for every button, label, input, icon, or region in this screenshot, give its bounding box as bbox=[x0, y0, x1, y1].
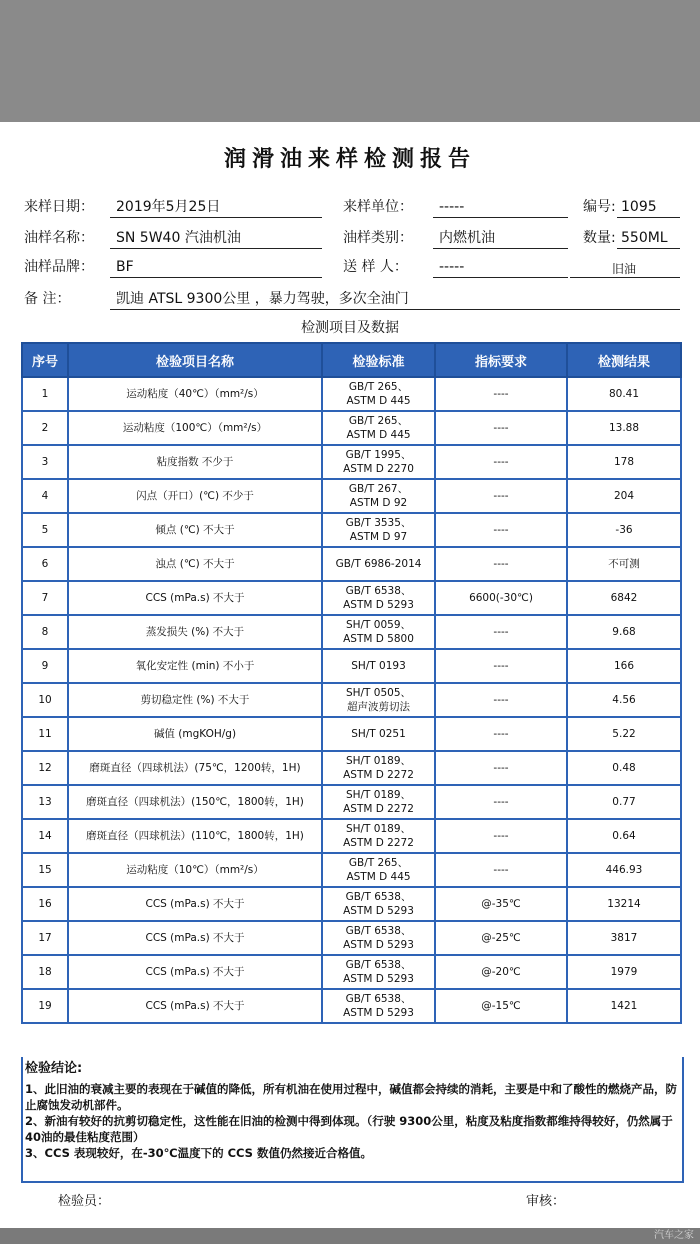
row-number: 10 bbox=[22, 683, 68, 717]
row-standard bbox=[322, 615, 435, 649]
row-standard bbox=[322, 921, 435, 955]
standard-line-1: SH/T 0189、 bbox=[345, 755, 412, 767]
top-backdrop bbox=[0, 0, 700, 122]
row-item-name: 剪切稳定性 (%) 不大于 bbox=[68, 683, 322, 717]
oil-state-underline bbox=[570, 277, 680, 278]
standard-line-1: GB/T 6986-2014 bbox=[335, 558, 422, 570]
standard-line-2: ASTM D 2272 bbox=[343, 769, 414, 781]
row-number: 9 bbox=[22, 649, 68, 683]
row-result: 0.64 bbox=[567, 819, 681, 853]
row-item-name: 运动粘度（10℃）（mm²/s） bbox=[68, 853, 322, 887]
table-row bbox=[22, 547, 681, 581]
row-result: 0.48 bbox=[567, 751, 681, 785]
row-requirement: @-20℃ bbox=[435, 955, 567, 989]
standard-line-2: ASTM D 2272 bbox=[343, 803, 414, 815]
row-result: 0.77 bbox=[567, 785, 681, 819]
row-standard bbox=[322, 547, 435, 581]
row-requirement: ---- bbox=[435, 513, 567, 547]
row-number: 7 bbox=[22, 581, 68, 615]
row-result: 9.68 bbox=[567, 615, 681, 649]
row-result: 13.88 bbox=[567, 411, 681, 445]
row-requirement: 6600(-30℃) bbox=[435, 581, 567, 615]
row-requirement: ---- bbox=[435, 649, 567, 683]
table-row bbox=[22, 615, 681, 649]
row-standard bbox=[322, 445, 435, 479]
row-number: 19 bbox=[22, 989, 68, 1023]
row-requirement: ---- bbox=[435, 751, 567, 785]
row-item-name: 碱值 (mgKOH/g) bbox=[68, 717, 322, 751]
test-results-table bbox=[21, 342, 682, 1024]
number-value: 1095 bbox=[621, 199, 657, 215]
row-result: 不可测 bbox=[567, 547, 681, 581]
header-item-name: 检验项目名称 bbox=[68, 343, 322, 377]
table-row bbox=[22, 751, 681, 785]
row-number: 16 bbox=[22, 887, 68, 921]
row-requirement: ---- bbox=[435, 445, 567, 479]
row-standard bbox=[322, 377, 435, 411]
table-row bbox=[22, 683, 681, 717]
sender-value: ----- bbox=[439, 259, 465, 275]
table-row bbox=[22, 581, 681, 615]
row-item-name: 磨斑直径（四球机法）(150℃，1800转，1H) bbox=[68, 785, 322, 819]
name-value: SN 5W40 汽油机油 bbox=[116, 230, 241, 246]
row-requirement: ---- bbox=[435, 547, 567, 581]
row-number: 15 bbox=[22, 853, 68, 887]
row-number: 11 bbox=[22, 717, 68, 751]
date-label: 来样日期： bbox=[24, 199, 94, 215]
standard-line-1: SH/T 0505、 bbox=[345, 687, 412, 699]
row-requirement: ---- bbox=[435, 853, 567, 887]
conclusion-line: 3、CCS 表现较好，在-30℃温度下的 CCS 数值仍然接近合格值。 bbox=[25, 1146, 372, 1160]
standard-line-2: ASTM D 2270 bbox=[343, 463, 414, 475]
row-standard bbox=[322, 955, 435, 989]
remark-underline bbox=[110, 309, 680, 310]
row-number: 8 bbox=[22, 615, 68, 649]
standard-line-1: SH/T 0193 bbox=[351, 660, 406, 672]
report-title: 润滑油来样检测报告 bbox=[223, 146, 476, 172]
row-result: 4.56 bbox=[567, 683, 681, 717]
brand-value: BF bbox=[116, 259, 134, 275]
row-result: 1421 bbox=[567, 989, 681, 1023]
type-label: 油样类别： bbox=[343, 230, 413, 246]
standard-line-2: ASTM D 5293 bbox=[343, 905, 414, 917]
header-result: 检测结果 bbox=[567, 343, 681, 377]
table-row bbox=[22, 649, 681, 683]
section-subtitle: 检测项目及数据 bbox=[301, 320, 399, 336]
table-body bbox=[22, 377, 681, 1023]
row-number: 14 bbox=[22, 819, 68, 853]
standard-line-2: ASTM D 5800 bbox=[343, 633, 414, 645]
standard-line-1: GB/T 6538、 bbox=[345, 959, 412, 971]
row-result: -36 bbox=[567, 513, 681, 547]
row-result: 80.41 bbox=[567, 377, 681, 411]
row-standard bbox=[322, 853, 435, 887]
row-standard bbox=[322, 581, 435, 615]
number-label: 编号: bbox=[583, 199, 616, 215]
brand-label: 油样品牌： bbox=[24, 259, 94, 275]
row-item-name: 倾点 (℃) 不大于 bbox=[68, 513, 322, 547]
row-number: 1 bbox=[22, 377, 68, 411]
row-standard bbox=[322, 411, 435, 445]
row-number: 12 bbox=[22, 751, 68, 785]
row-number: 2 bbox=[22, 411, 68, 445]
row-item-name: 闪点（开口）(℃) 不少于 bbox=[68, 479, 322, 513]
name-underline bbox=[110, 248, 322, 249]
standard-line-2: ASTM D 5293 bbox=[343, 939, 414, 951]
standard-line-1: SH/T 0251 bbox=[351, 728, 406, 740]
row-standard bbox=[322, 751, 435, 785]
row-standard bbox=[322, 819, 435, 853]
row-requirement: ---- bbox=[435, 683, 567, 717]
row-result: 446.93 bbox=[567, 853, 681, 887]
standard-line-1: SH/T 0059、 bbox=[345, 619, 412, 631]
row-requirement: @-35℃ bbox=[435, 887, 567, 921]
brand-underline bbox=[110, 277, 322, 278]
row-item-name: 磨斑直径（四球机法）(75℃，1200转，1H) bbox=[68, 751, 322, 785]
row-standard bbox=[322, 649, 435, 683]
row-standard bbox=[322, 479, 435, 513]
row-number: 17 bbox=[22, 921, 68, 955]
row-requirement: ---- bbox=[435, 615, 567, 649]
row-result: 178 bbox=[567, 445, 681, 479]
row-number: 5 bbox=[22, 513, 68, 547]
type-value: 内燃机油 bbox=[439, 230, 495, 246]
table-row bbox=[22, 377, 681, 411]
standard-line-2: ASTM D 97 bbox=[349, 531, 408, 543]
standard-line-2: ASTM D 92 bbox=[349, 497, 408, 509]
table-row bbox=[22, 955, 681, 989]
row-item-name: CCS (mPa.s) 不大于 bbox=[68, 921, 322, 955]
row-result: 13214 bbox=[567, 887, 681, 921]
table-row bbox=[22, 445, 681, 479]
row-item-name: 运动粘度（40℃）（mm²/s） bbox=[68, 377, 322, 411]
standard-line-2: ASTM D 5293 bbox=[343, 1007, 414, 1019]
row-item-name: CCS (mPa.s) 不大于 bbox=[68, 989, 322, 1023]
standard-line-1: SH/T 0189、 bbox=[345, 789, 412, 801]
row-standard bbox=[322, 513, 435, 547]
row-item-name: 浊点 (℃) 不大于 bbox=[68, 547, 322, 581]
row-item-name: CCS (mPa.s) 不大于 bbox=[68, 581, 322, 615]
remark-value: 凯迪 ATSL 9300公里 ，暴力驾驶，多次全油门 bbox=[116, 291, 409, 307]
standard-line-1: GB/T 6538、 bbox=[345, 891, 412, 903]
standard-line-1: GB/T 6538、 bbox=[345, 585, 412, 597]
row-requirement: ---- bbox=[435, 717, 567, 751]
row-item-name: 磨斑直径（四球机法）(110℃，1800转，1H) bbox=[68, 819, 322, 853]
row-result: 166 bbox=[567, 649, 681, 683]
row-standard bbox=[322, 989, 435, 1023]
standard-line-2: ASTM D 445 bbox=[346, 871, 411, 883]
conclusion-line: 1、此旧油的衰减主要的表现在于碱值的降低，所有机油在使用过程中，碱值都会持续的消耗，主要是中和了酸性的燃烧产品，防止腐蚀发动机部件。 bbox=[25, 1082, 677, 1112]
header-requirement: 指标要求 bbox=[435, 343, 567, 377]
row-result: 6842 bbox=[567, 581, 681, 615]
date-value: 2019年5月25日 bbox=[116, 199, 221, 215]
row-result: 3817 bbox=[567, 921, 681, 955]
standard-line-2: ASTM D 5293 bbox=[343, 599, 414, 611]
standard-line-1: GB/T 3535、 bbox=[345, 517, 412, 529]
standard-line-2: ASTM D 445 bbox=[346, 395, 411, 407]
inspector-label: 检验员： bbox=[58, 1194, 111, 1209]
table-row bbox=[22, 785, 681, 819]
row-number: 6 bbox=[22, 547, 68, 581]
conclusion-line: 2、新油有较好的抗剪切稳定性，这性能在旧油的检测中得到体现。（行驶 9300公里，粘度及粘度指数都维持得较好，仍然属于40油的最佳粘度范围） bbox=[25, 1114, 673, 1144]
standard-line-2: ASTM D 445 bbox=[346, 429, 411, 441]
standard-line-1: SH/T 0189、 bbox=[345, 823, 412, 835]
standard-line-2: ASTM D 2272 bbox=[343, 837, 414, 849]
row-item-name: 粘度指数 不少于 bbox=[68, 445, 322, 479]
row-standard bbox=[322, 717, 435, 751]
standard-line-1: GB/T 6538、 bbox=[345, 925, 412, 937]
row-item-name: 蒸发损失 (%) 不大于 bbox=[68, 615, 322, 649]
table-row bbox=[22, 411, 681, 445]
table-row bbox=[22, 819, 681, 853]
sender-underline bbox=[433, 277, 568, 278]
row-number: 3 bbox=[22, 445, 68, 479]
row-result: 204 bbox=[567, 479, 681, 513]
row-standard bbox=[322, 785, 435, 819]
row-requirement: ---- bbox=[435, 411, 567, 445]
quantity-value: 550ML bbox=[621, 230, 668, 246]
unit-value: ----- bbox=[439, 199, 465, 215]
table-row bbox=[22, 921, 681, 955]
date-underline bbox=[110, 217, 322, 218]
standard-line-1: GB/T 265、 bbox=[348, 857, 409, 869]
standard-line-1: GB/T 267、 bbox=[348, 483, 409, 495]
table-row bbox=[22, 479, 681, 513]
row-requirement: ---- bbox=[435, 785, 567, 819]
row-result: 5.22 bbox=[567, 717, 681, 751]
row-number: 18 bbox=[22, 955, 68, 989]
standard-line-1: GB/T 265、 bbox=[348, 415, 409, 427]
standard-line-2: ASTM D 5293 bbox=[343, 973, 414, 985]
quantity-underline bbox=[617, 248, 680, 249]
sender-label: 送 样 人： bbox=[343, 259, 408, 275]
table-row bbox=[22, 717, 681, 751]
header-standard: 检验标准 bbox=[322, 343, 435, 377]
row-requirement: ---- bbox=[435, 819, 567, 853]
watermark-text: 汽车之家 bbox=[654, 1230, 694, 1241]
name-label: 油样名称： bbox=[24, 230, 94, 246]
table-row bbox=[22, 989, 681, 1023]
row-requirement: @-15℃ bbox=[435, 989, 567, 1023]
reviewer-label: 审核： bbox=[526, 1194, 566, 1209]
row-standard bbox=[322, 887, 435, 921]
standard-line-2: 超声波剪切法 bbox=[347, 701, 410, 713]
standard-line-1: GB/T 1995、 bbox=[345, 449, 412, 461]
quantity-label: 数量: bbox=[583, 230, 616, 246]
conclusion-box bbox=[21, 1057, 684, 1183]
table-row bbox=[22, 887, 681, 921]
table-row bbox=[22, 853, 681, 887]
row-requirement: ---- bbox=[435, 479, 567, 513]
row-item-name: 运动粘度（100℃）（mm²/s） bbox=[68, 411, 322, 445]
row-item-name: 氧化安定性 (min) 不小于 bbox=[68, 649, 322, 683]
row-item-name: CCS (mPa.s) 不大于 bbox=[68, 887, 322, 921]
header-no: 序号 bbox=[22, 343, 68, 377]
remark-label: 备 注： bbox=[24, 291, 71, 307]
row-number: 4 bbox=[22, 479, 68, 513]
row-item-name: CCS (mPa.s) 不大于 bbox=[68, 955, 322, 989]
standard-line-1: GB/T 265、 bbox=[348, 381, 409, 393]
table-header-row bbox=[22, 343, 681, 377]
row-number: 13 bbox=[22, 785, 68, 819]
unit-label: 来样单位： bbox=[343, 199, 413, 215]
conclusion-title: 检验结论: bbox=[25, 1061, 83, 1076]
row-result: 1979 bbox=[567, 955, 681, 989]
standard-line-1: GB/T 6538、 bbox=[345, 993, 412, 1005]
bottom-backdrop bbox=[0, 1228, 700, 1244]
row-requirement: ---- bbox=[435, 377, 567, 411]
type-underline bbox=[433, 248, 568, 249]
row-standard bbox=[322, 683, 435, 717]
table-row bbox=[22, 513, 681, 547]
number-underline bbox=[617, 217, 680, 218]
oil-state-value: 旧油 bbox=[612, 262, 637, 276]
unit-underline bbox=[433, 217, 568, 218]
row-requirement: @-25℃ bbox=[435, 921, 567, 955]
